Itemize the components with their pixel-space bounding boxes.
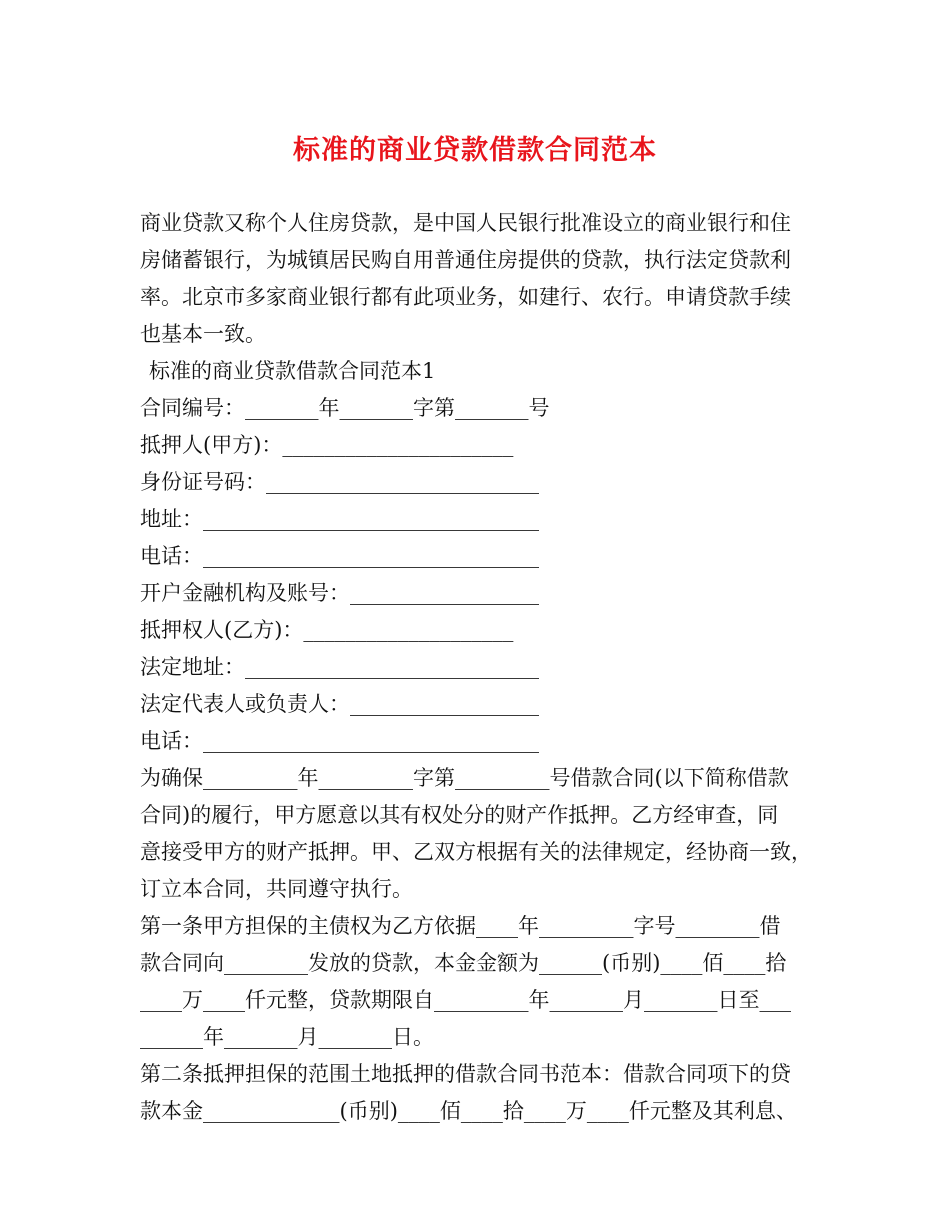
text-line: 房储蓄银行，为城镇居民购自用普通住房提供的贷款，执行法定贷款利 — [140, 248, 791, 272]
document-title: 标准的商业贷款借款合同范本 — [293, 135, 657, 166]
text-line: 也基本一致。 — [140, 322, 266, 346]
mortgagee-line: 抵押权人(乙方)：____________________ — [140, 618, 514, 642]
bank-account-line: 开户金融机构及账号：__________________ — [140, 581, 539, 605]
phone-line: 电话：________________________________ — [140, 729, 539, 753]
phone-line: 电话：________________________________ — [140, 544, 539, 568]
id-number-line: 身份证号码：__________________________ — [140, 470, 539, 494]
document-body — [140, 205, 820, 1130]
text-line: 订立本合同，共同遵守执行。 — [140, 877, 413, 901]
contract-number-line: 合同编号：_______年_______字第_______号 — [140, 396, 550, 420]
mortgagor-line: 抵押人(甲方)：______________________ — [140, 433, 514, 457]
section-heading: 标准的商业贷款借款合同范本1 — [149, 359, 436, 383]
text-line: 为确保_________年_________字第_________号借款合同(以下简称借款 — [140, 766, 789, 790]
text-line: 率。北京市多家商业银行都有此项业务，如建行、农行。申请贷款手续 — [140, 285, 791, 309]
legal-address-line: 法定地址：____________________________ — [140, 655, 539, 679]
text-line: 款合同向________发放的贷款，本金金额为______(币别)____佰____拾 — [140, 951, 787, 975]
legal-representative-line: 法定代表人或负责人：__________________ — [140, 692, 539, 716]
text-line: 商业贷款又称个人住房贷款，是中国人民银行批准设立的商业银行和住 — [140, 211, 791, 235]
text-line: 第二条抵押担保的范围土地抵押的借款合同书范本：借款合同项下的贷 — [140, 1062, 791, 1086]
text-line: 意接受甲方的财产抵押。甲、乙双方根据有关的法律规定，经协商一致， — [140, 840, 812, 864]
text-line: ____万____仟元整，贷款期限自_________年_______月_______日至___ — [140, 988, 791, 1012]
text-line: 第一条甲方担保的主债权为乙方依据____年_________字号________借 — [140, 914, 781, 938]
address-line: 地址：________________________________ — [140, 507, 539, 531]
text-line: 合同)的履行，甲方愿意以其有权处分的财产作抵押。乙方经审查，同 — [140, 803, 779, 827]
text-line: ______年_______月_______日。 — [140, 1025, 434, 1049]
text-line: 款本金_____________(币别)____佰____拾____万____仟元整及其利息、 — [140, 1099, 797, 1123]
